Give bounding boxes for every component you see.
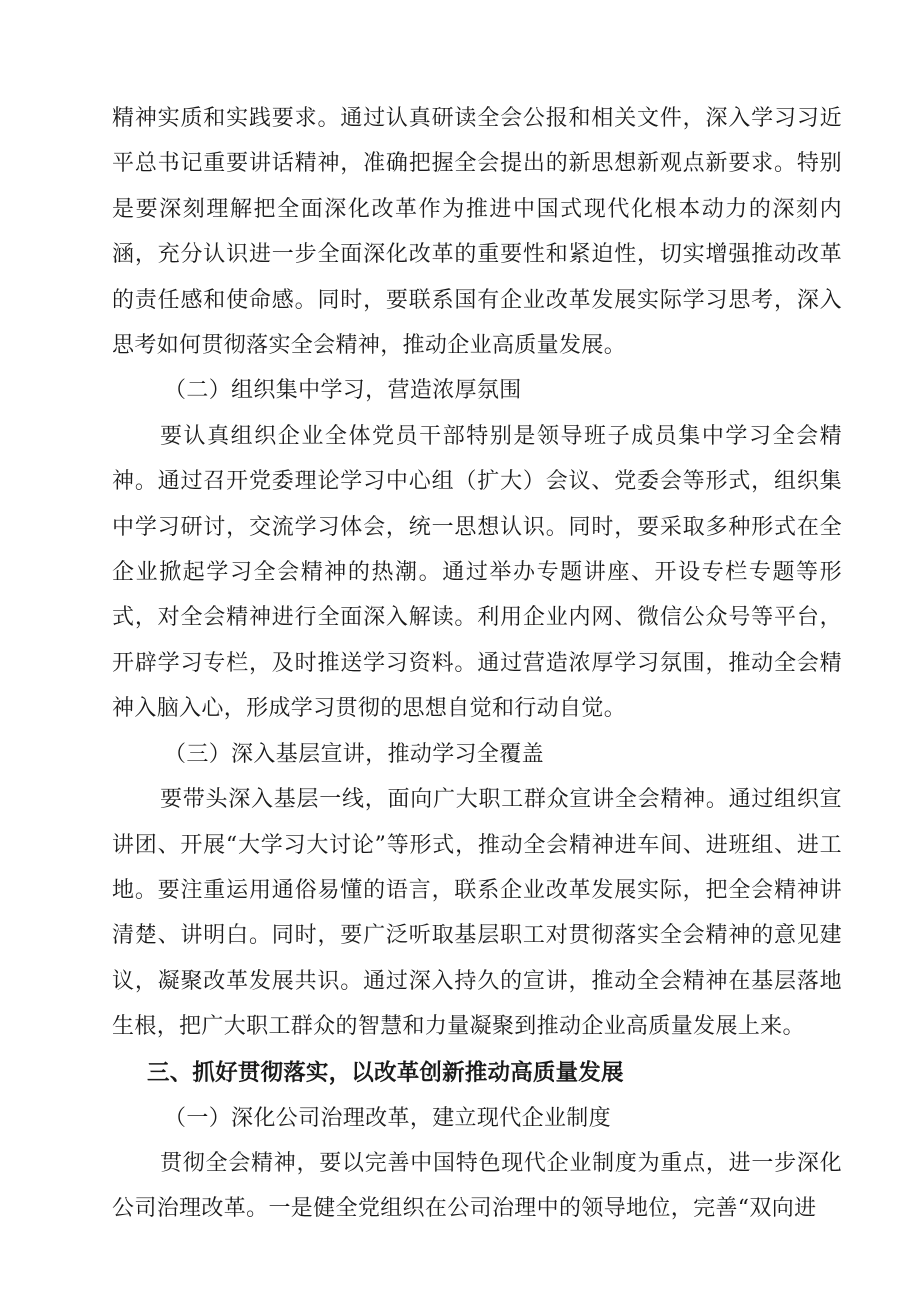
body-paragraph-corporate-governance: 贯彻全会精神，要以完善中国特色现代企业制度为重点，进一步深化公司治理改革。一是健全党组织在公司治理中的领导地位，完善“双向进 (112, 1150, 842, 1222)
subheading-organize-study: （二）组织集中学习，营造浓厚氛围 (164, 378, 522, 404)
body-paragraph-grassroots-lectures: 要带头深入基层一线，面向广大职工群众宣讲全会精神。通过组织宣讲团、开展“大学习大讨论”等形式，推动全会精神进车间、进班组、进工地。要注重运用通俗易懂的语言，联系企业改革发展实际，把全会精神讲清楚、讲明白。同时，要广泛听取基层职工对贯彻落实全会精神的意见建议，凝聚改革发展共识。通过深入持久的宣讲，推动全会精神在基层落地生根，把广大职工群众的智慧和力量凝聚到推动企业高质量发展上来。 (112, 787, 842, 1040)
subheading-corporate-governance: （一）深化公司治理改革，建立现代企业制度 (164, 1105, 612, 1131)
body-paragraph-continued: 精神实质和实践要求。通过认真研读全会公报和相关文件，深入学习习近平总书记重要讲话精神，准确把握全会提出的新思想新观点新要求。特别是要深刻理解把全面深化改革作为推进中国式现代化根本动力的深刻内涵，充分认识进一步全面深化改革的重要性和紧迫性，切实增强推动改革的责任感和使命感。同时，要联系国有企业改革发展实际学习思考，深入思考如何贯彻落实全会精神，推动企业高质量发展。 (112, 106, 842, 359)
section-heading-three: 三、抓好贯彻落实，以改革创新推动高质量发展 (147, 1059, 624, 1086)
body-paragraph-organize-study: 要认真组织企业全体党员干部特别是领导班子成员集中学习全会精神。通过召开党委理论学习中心组（扩大）会议、党委会等形式，组织集中学习研讨，交流学习体会，统一思想认识。同时，要采取多种形式在全企业掀起学习全会精神的热潮。通过举办专题讲座、开设专栏专题等形式，对全会精神进行全面深入解读。利用企业内网、微信公众号等平台，开辟学习专栏，及时推送学习资料。通过营造浓厚学习氛围，推动全会精神入脑入心，形成学习贯彻的思想自觉和行动自觉。 (112, 423, 842, 722)
subheading-grassroots-lectures: （三）深入基层宣讲，推动学习全覆盖 (164, 741, 544, 767)
document-body (112, 96, 842, 1232)
